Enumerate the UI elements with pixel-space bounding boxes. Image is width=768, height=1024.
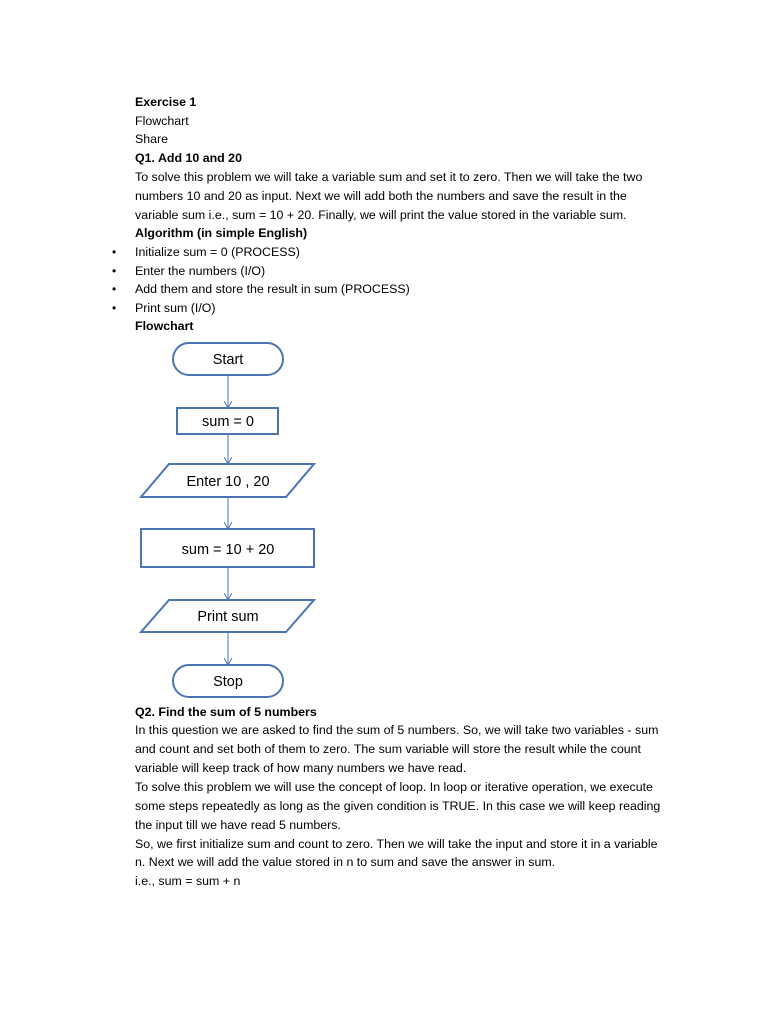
input-label: Enter 10 , 20 bbox=[186, 474, 270, 490]
flowchart-title: Flowchart bbox=[135, 319, 194, 333]
share-link[interactable]: Share bbox=[135, 132, 169, 146]
bullet-marker: • bbox=[112, 245, 117, 259]
stop-label: Stop bbox=[213, 674, 243, 690]
q2-paragraph-line: n. Next we will add the value stored in n to sum and save the answer in sum. bbox=[135, 855, 556, 869]
q2-paragraph-line: To solve this problem we will use the concept of loop. In loop or iterative operation, we execute bbox=[135, 780, 653, 794]
q1-paragraph-line: numbers 10 and 20 as input. Next we will add both the numbers and save the result in the bbox=[135, 189, 627, 203]
q1-paragraph-line: To solve this problem we will take a variable sum and set it to zero. Then we will take the two bbox=[135, 170, 643, 184]
exercise-heading: Exercise 1 bbox=[135, 95, 197, 109]
init-label: sum = 0 bbox=[202, 414, 254, 430]
q1-paragraph-line: variable sum i.e., sum = 10 + 20. Finally, we will print the value stored in the variable sum. bbox=[135, 208, 627, 222]
algorithm-title: Algorithm (in simple English) bbox=[135, 226, 308, 240]
start-label: Start bbox=[212, 352, 244, 368]
flowchart-subtitle: Flowchart bbox=[135, 114, 189, 128]
algorithm-step: Add them and store the result in sum (PROCESS) bbox=[135, 282, 410, 296]
process-label: sum = 10 + 20 bbox=[181, 542, 275, 558]
q2-paragraph-line: and count and set both of them to zero. The sum variable will store the result while the count bbox=[135, 742, 642, 756]
q2-paragraph-line: variable will keep track of how many numbers we have read. bbox=[135, 761, 467, 775]
q2-paragraph-line: In this question we are asked to find the sum of 5 numbers. So, we will take two variables - sum bbox=[135, 723, 659, 737]
q2-paragraph-line: i.e., sum = sum + n bbox=[135, 874, 241, 888]
bullet-marker: • bbox=[112, 301, 117, 315]
q2-title: Q2. Find the sum of 5 numbers bbox=[135, 705, 317, 719]
output-label: Print sum bbox=[197, 609, 259, 625]
algorithm-step: Print sum (I/O) bbox=[135, 301, 216, 315]
bullet-marker: • bbox=[112, 282, 117, 296]
q1-title: Q1. Add 10 and 20 bbox=[135, 151, 242, 165]
q2-paragraph-line: some steps repeatedly as long as the given condition is TRUE. In this case we will keep reading bbox=[135, 799, 661, 813]
algorithm-step: Initialize sum = 0 (PROCESS) bbox=[135, 245, 300, 259]
bullet-marker: • bbox=[112, 264, 117, 278]
algorithm-step: Enter the numbers (I/O) bbox=[135, 264, 266, 278]
q2-paragraph-line: the input till we have read 5 numbers. bbox=[135, 818, 341, 832]
q2-paragraph-line: So, we first initialize sum and count to zero. Then we will take the input and store it in a variable bbox=[135, 837, 658, 851]
